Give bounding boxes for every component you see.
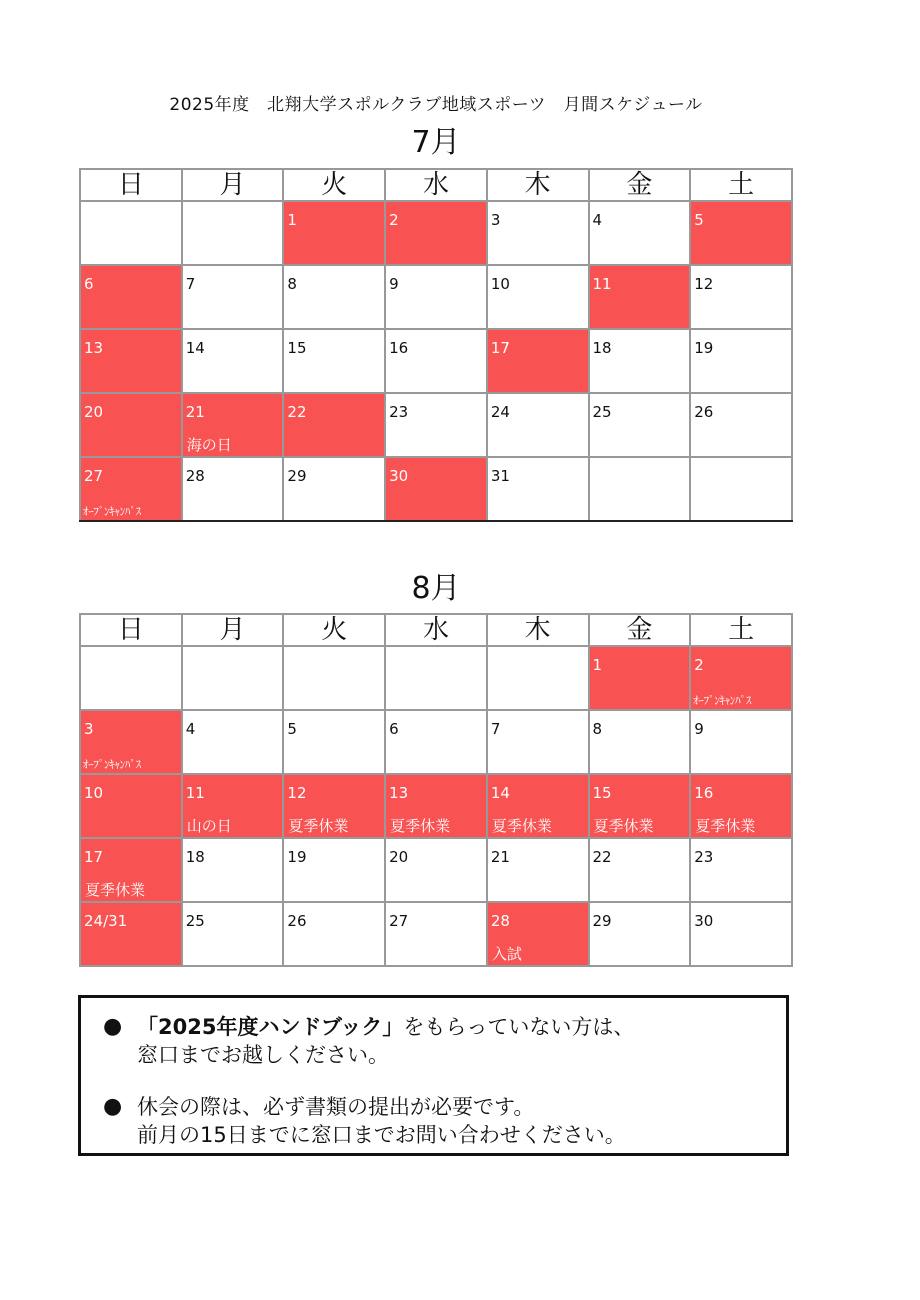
day-number: 19 [694,339,714,357]
calendar-day [80,710,182,774]
day-note: 夏季休業 [491,817,552,835]
day-number: 24 [490,403,510,421]
day-number: 28 [490,912,510,930]
calendar-day [589,201,691,265]
weekday-header: 日 [80,169,182,201]
day-number: 19 [287,848,307,866]
calendar-day [182,774,284,838]
day-number: 14 [185,339,205,357]
day-number: 3 [84,720,94,738]
weekday-header: 火 [283,614,385,646]
calendar-day [487,774,589,838]
day-number: 8 [592,720,603,738]
day-number: 7 [490,720,501,738]
day-number: 26 [287,912,307,930]
day-number: 31 [490,467,510,485]
calendar-day [385,201,487,265]
day-number: 29 [592,912,612,930]
day-number: 11 [185,784,205,802]
calendar-day [80,457,182,521]
day-note: 夏季休業 [695,817,756,835]
calendar-day [182,265,284,329]
calendar-day [690,902,792,966]
july-calendar [79,168,793,522]
calendar-day [283,457,385,521]
july-heading: 7月 [411,125,461,160]
day-number: 17 [84,848,104,866]
weekday-header: 日 [80,614,182,646]
calendar-day [589,774,691,838]
calendar-day [80,265,182,329]
weekday-header: 水 [385,169,487,201]
calendar-day [589,902,691,966]
day-number: 6 [84,275,94,293]
day-number: 30 [389,467,409,485]
day-note: ｵｰﾌﾟﾝｷｬﾝﾊﾟｽ [83,505,141,518]
calendar-day [690,329,792,393]
calendar-day [385,774,487,838]
day-note: 海の日 [186,436,232,454]
calendar-day [690,710,792,774]
calendar-day [283,646,385,710]
handbook-label: 「2025年度ハンドブック」 [137,1015,404,1039]
day-number: 23 [694,848,714,866]
calendar-day [589,646,691,710]
notice-text: 休会の際は、必ず書類の提出が必要です。 [137,1095,535,1119]
day-number: 27 [84,467,104,485]
calendar-day [385,265,487,329]
weekday-header: 木 [487,169,589,201]
calendar-week [80,393,792,457]
day-number: 15 [592,784,612,802]
day-number: 17 [490,339,510,357]
calendar-day [385,646,487,710]
day-number: 13 [84,339,104,357]
calendar-day [182,838,284,902]
day-number: 4 [185,720,196,738]
calendar-day [487,838,589,902]
day-number: 25 [185,912,205,930]
day-number: 12 [287,784,307,802]
calendar-day [589,329,691,393]
day-note: 入試 [491,945,522,963]
calendar-day [589,710,691,774]
calendar-week [80,201,792,265]
day-number: 9 [389,275,399,293]
calendar-day [690,774,792,838]
day-number: 22 [592,848,612,866]
weekday-header: 木 [487,614,589,646]
day-number: 28 [185,467,205,485]
day-number: 15 [287,339,307,357]
calendar-day [487,393,589,457]
day-number: 6 [389,720,399,738]
calendar-day [182,329,284,393]
day-number: 7 [185,275,196,293]
page-title: 2025年度 北翔大学スポルクラブ地域スポーツ 月間スケジュール [169,95,703,115]
calendar-week [80,902,792,966]
day-number: 2 [389,211,399,229]
calendar-day [283,902,385,966]
calendar-day [487,457,589,521]
calendar-day [283,710,385,774]
day-number: 20 [389,848,409,866]
day-number: 23 [389,403,409,421]
bullet-icon: ● [103,1014,123,1039]
calendar-week [80,329,792,393]
calendar-day [283,774,385,838]
calendar-day [283,201,385,265]
calendar-day [80,201,182,265]
day-number: 22 [287,403,307,421]
day-number: 29 [287,467,307,485]
weekday-header: 月 [182,614,284,646]
day-number: 14 [490,784,510,802]
notice-text: をもらっていない方は、 [403,1015,635,1039]
calendar-day [690,838,792,902]
day-number: 9 [694,720,704,738]
day-number: 4 [592,211,603,229]
calendar-day [385,902,487,966]
day-note: ｵｰﾌﾟﾝｷｬﾝﾊﾟｽ [83,758,141,771]
calendar-day [283,265,385,329]
day-number: 13 [389,784,409,802]
calendar-week [80,265,792,329]
day-number: 11 [592,275,612,293]
day-number: 8 [287,275,297,293]
notice-box [78,995,789,1156]
calendar-day [589,838,691,902]
weekday-header: 金 [589,614,691,646]
day-note: 山の日 [186,817,232,835]
day-number: 5 [694,211,704,229]
day-note: 夏季休業 [390,817,451,835]
weekday-header: 水 [385,614,487,646]
calendar-day [182,393,284,457]
calendar-day [385,329,487,393]
calendar-day [487,201,589,265]
calendar-day [283,329,385,393]
day-number: 5 [287,720,297,738]
calendar-day [589,393,691,457]
day-number: 25 [592,403,612,421]
calendar-day [487,646,589,710]
calendar-day [80,902,182,966]
calendar-day [487,329,589,393]
calendar-day [385,393,487,457]
day-number: 27 [389,912,409,930]
weekday-header: 月 [182,169,284,201]
day-number: 21 [490,848,510,866]
day-number: 16 [389,339,409,357]
weekday-header: 土 [690,614,792,646]
calendar-day [487,710,589,774]
calendar-day [80,774,182,838]
day-number: 16 [694,784,714,802]
calendar-day [690,201,792,265]
day-number: 2 [694,656,704,674]
day-number: 18 [592,339,612,357]
calendar-day [690,457,792,521]
notice-text: 窓口までお越しください。 [137,1043,389,1067]
day-number: 21 [185,403,205,421]
calendar-day [589,457,691,521]
calendar-day [385,457,487,521]
calendar-week [80,710,792,774]
day-number: 10 [84,784,104,802]
day-number: 1 [287,211,297,229]
day-number: 24/31 [84,912,128,930]
calendar-day [283,838,385,902]
calendar-day [385,838,487,902]
calendar-day [182,710,284,774]
calendar-day [690,646,792,710]
calendar-day [80,393,182,457]
calendar-day [182,646,284,710]
day-number: 12 [694,275,714,293]
day-number: 1 [592,656,603,674]
day-number: 30 [694,912,714,930]
calendar-day [182,457,284,521]
day-number: 10 [490,275,510,293]
calendar-day [487,902,589,966]
weekday-header: 火 [283,169,385,201]
day-note: 夏季休業 [85,881,146,899]
day-note: ｵｰﾌﾟﾝｷｬﾝﾊﾟｽ [693,694,752,707]
calendar-day [80,646,182,710]
august-heading: 8月 [411,571,461,606]
day-number: 26 [694,403,714,421]
day-number: 3 [490,211,501,229]
calendar-day [80,838,182,902]
calendar-week [80,646,792,710]
calendar-day [690,393,792,457]
weekday-header: 土 [690,169,792,201]
calendar-day [182,201,284,265]
calendar-day [385,710,487,774]
day-number: 20 [84,403,104,421]
calendar-day [690,265,792,329]
day-number: 18 [185,848,205,866]
calendar-week [80,457,792,521]
calendar-week [80,838,792,902]
day-note: 夏季休業 [288,817,349,835]
notice-text: 前月の15日までに窓口までお問い合わせください。 [137,1123,626,1147]
day-note: 夏季休業 [593,817,654,835]
calendar-day [182,902,284,966]
calendar-day [589,265,691,329]
calendar-week [80,774,792,838]
calendar-day [80,329,182,393]
bullet-icon: ● [103,1094,123,1119]
calendar-day [487,265,589,329]
weekday-header: 金 [589,169,691,201]
august-calendar [79,613,793,967]
calendar-day [283,393,385,457]
